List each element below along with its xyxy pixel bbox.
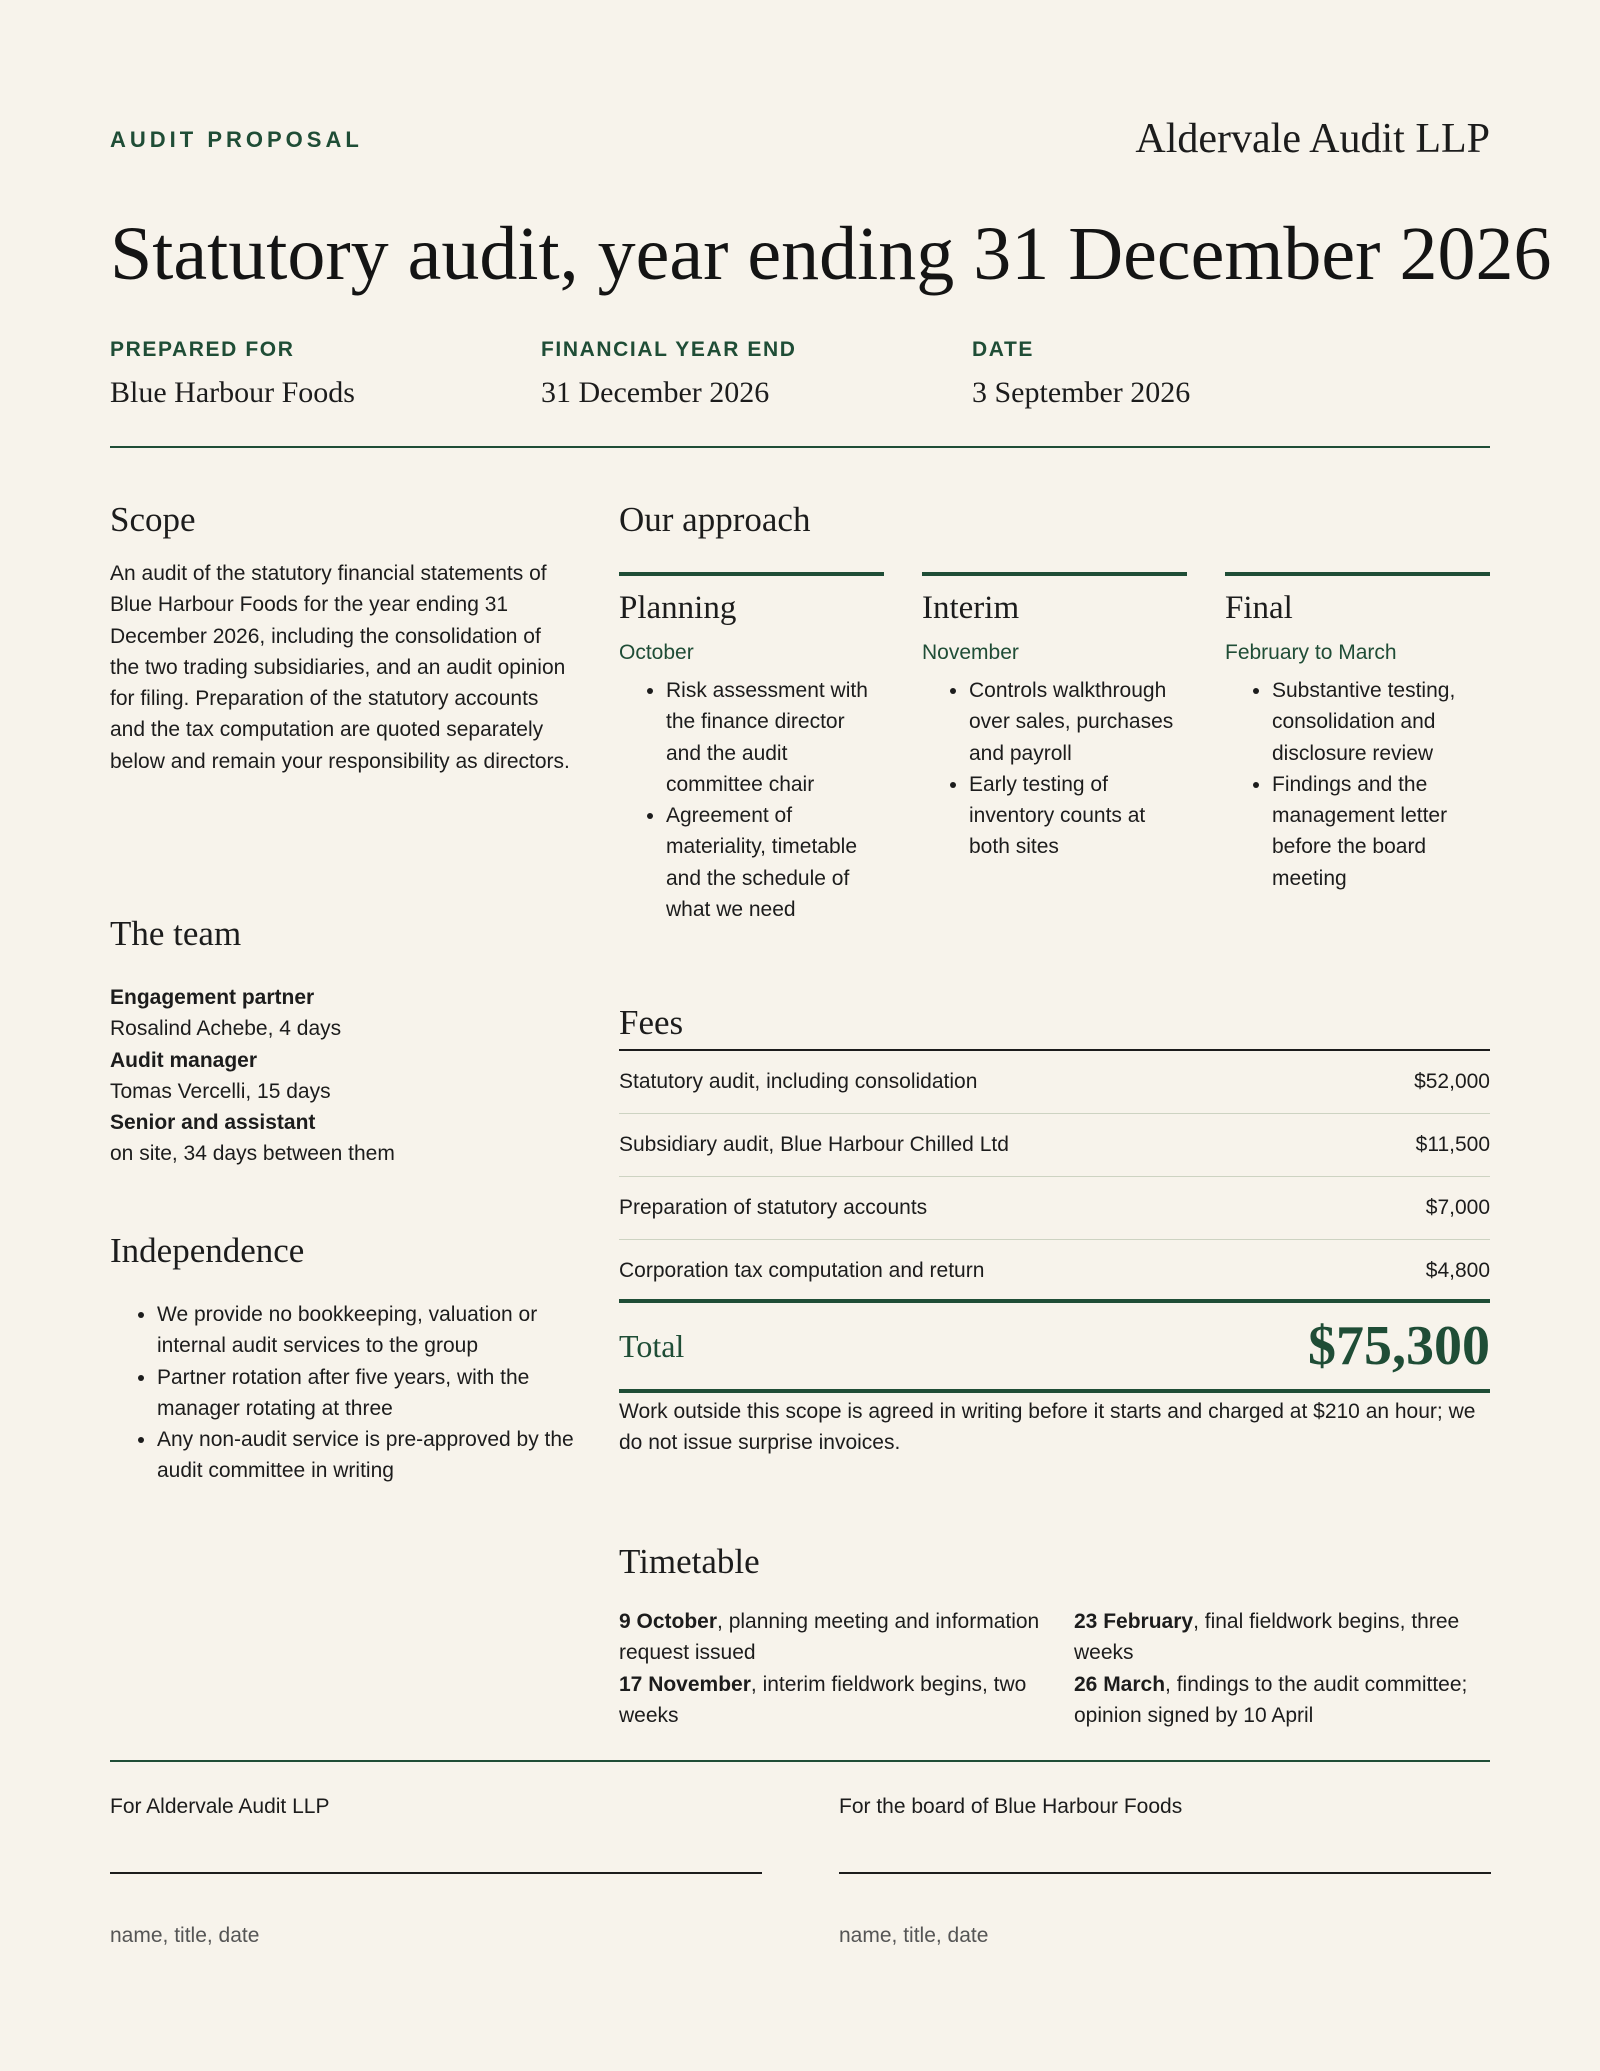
- timetable-date: 9 October: [619, 1610, 718, 1633]
- timetable-item: [619, 1669, 1074, 1732]
- timetable-item: [1074, 1669, 1490, 1732]
- phase-timing: October: [619, 641, 694, 664]
- phase-name: Interim: [922, 590, 1020, 626]
- page-title: Statutory audit, year ending 31 December 2026: [110, 212, 1552, 296]
- list-item: • Partner rotation after five years, with the manager rotating at three: [157, 1362, 575, 1425]
- timetable-text: , interim fieldwork begins, two weeks: [619, 1672, 1027, 1727]
- table-row: [619, 1177, 1490, 1240]
- phase-final: [1225, 572, 1490, 925]
- fee-label: Statutory audit, including consolidation: [619, 1070, 978, 1093]
- phase-timing: November: [922, 641, 1019, 664]
- table-row: [619, 1051, 1490, 1114]
- list-item: • Controls walkthrough over sales, purchases and payroll: [969, 675, 1187, 769]
- signature-line[interactable]: [839, 1872, 1491, 1874]
- team-role: Audit manager: [110, 1048, 258, 1072]
- fees-heading: Fees: [619, 1003, 684, 1042]
- meta-value: 3 September 2026: [972, 376, 1191, 409]
- phase-planning: [619, 572, 884, 925]
- table-row: [619, 1114, 1490, 1177]
- meta-value: Blue Harbour Foods: [110, 376, 355, 409]
- table-row: [619, 1240, 1490, 1302]
- meta-value: 31 December 2026: [541, 376, 770, 409]
- fee-amount: $4,800: [1425, 1259, 1490, 1282]
- independence-heading: Independence: [110, 1231, 305, 1270]
- timetable-date: 26 March: [1074, 1672, 1166, 1696]
- signature-block-client: [839, 1795, 1491, 1948]
- timetable-text: , planning meeting and information request issued: [619, 1610, 1040, 1665]
- list-item: • Early testing of inventory counts at both sites: [969, 769, 1187, 863]
- divider: [110, 1760, 1490, 1762]
- list-item: • Substantive testing, consolidation and disclosure review: [1272, 675, 1490, 769]
- meta-label: DATE: [972, 338, 1035, 361]
- signature-caption: name, title, date: [110, 1924, 260, 1947]
- total-amount: $75,300: [1308, 1315, 1490, 1377]
- approach-phases: [619, 572, 1490, 925]
- scope-text: An audit of the statutory financial statements of Blue Harbour Foods for the year ending 31 December 2026, including the consolidation of the two trading subsidiaries, and an audit opinion for filing. Preparation of the statutory accounts and the tax computation are quoted separately below and remain your responsibility as directors.: [110, 562, 570, 773]
- team-detail: Rosalind Achebe, 4 days: [110, 1017, 342, 1041]
- list-item: • Agreement of materiality, timetable and the schedule of what we need: [666, 800, 884, 925]
- header: [110, 115, 1490, 163]
- meta-date: [972, 338, 1403, 410]
- fee-label: Corporation tax computation and return: [619, 1259, 985, 1282]
- total-label: Total: [619, 1327, 685, 1364]
- signature-line[interactable]: [110, 1872, 762, 1874]
- team-detail: Tomas Vercelli, 15 days: [110, 1079, 331, 1103]
- timetable-item: [1074, 1606, 1490, 1669]
- team-detail: on site, 34 days between them: [110, 1142, 395, 1166]
- document-type-label: AUDIT PROPOSAL: [110, 127, 363, 152]
- timetable-text: , findings to the audit committee; opinion signed by 10 April: [1074, 1672, 1468, 1727]
- phase-name: Final: [1225, 590, 1293, 626]
- independence-list: [110, 1299, 575, 1487]
- fee-amount: $52,000: [1414, 1070, 1490, 1093]
- team-list: [110, 982, 395, 1170]
- approach-heading: Our approach: [619, 500, 811, 539]
- phase-name: Planning: [619, 590, 737, 626]
- scope-heading: Scope: [110, 500, 196, 539]
- timetable-heading: Timetable: [619, 1542, 760, 1581]
- meta-label: PREPARED FOR: [110, 338, 295, 361]
- team-role: Engagement partner: [110, 986, 315, 1009]
- meta-label: FINANCIAL YEAR END: [541, 338, 797, 361]
- team-heading: The team: [110, 914, 242, 953]
- list-item: • Risk assessment with the finance director and the audit committee chair: [666, 675, 884, 800]
- fees-table: [619, 1049, 1490, 1302]
- divider: [110, 446, 1490, 448]
- timetable-column: [1074, 1606, 1490, 1731]
- list-item: • Findings and the management letter before the board meeting: [1272, 769, 1490, 894]
- right-column: [619, 500, 1490, 1727]
- left-column: [110, 500, 575, 1483]
- timetable-text: , final fieldwork begins, three weeks: [1074, 1610, 1460, 1665]
- timetable-date: 23 February: [1074, 1610, 1194, 1633]
- signature-for: For Aldervale Audit LLP: [110, 1795, 330, 1818]
- meta-prepared-for: [110, 338, 541, 410]
- meta-row: [110, 338, 1490, 410]
- list-item: • We provide no bookkeeping, valuation or internal audit services to the group: [157, 1299, 575, 1362]
- fee-label: Preparation of statutory accounts: [619, 1196, 928, 1219]
- timetable-item: [619, 1606, 1074, 1669]
- fees-note: Work outside this scope is agreed in writing before it starts and charged at $210 an hour; we do not issue surprise invoices.: [619, 1400, 1476, 1455]
- fee-amount: $7,000: [1425, 1196, 1490, 1219]
- timetable-column: [619, 1606, 1074, 1731]
- meta-financial-year-end: [541, 338, 972, 410]
- phase-interim: [922, 572, 1187, 925]
- signature-caption: name, title, date: [839, 1924, 989, 1947]
- firm-name: Aldervale Audit LLP: [1135, 116, 1490, 162]
- timetable-date: 17 November: [619, 1672, 751, 1696]
- timetable: [619, 1606, 1490, 1731]
- fee-label: Subsidiary audit, Blue Harbour Chilled Ltd: [619, 1133, 1009, 1156]
- signature-for: For the board of Blue Harbour Foods: [839, 1795, 1183, 1818]
- phase-timing: February to March: [1225, 641, 1397, 664]
- fees-total-row: [619, 1299, 1490, 1393]
- list-item: • Any non-audit service is pre-approved by the audit committee in writing: [157, 1424, 575, 1487]
- team-role: Senior and assistant: [110, 1111, 316, 1135]
- fee-amount: $11,500: [1415, 1133, 1490, 1156]
- signature-block-firm: [110, 1795, 762, 1948]
